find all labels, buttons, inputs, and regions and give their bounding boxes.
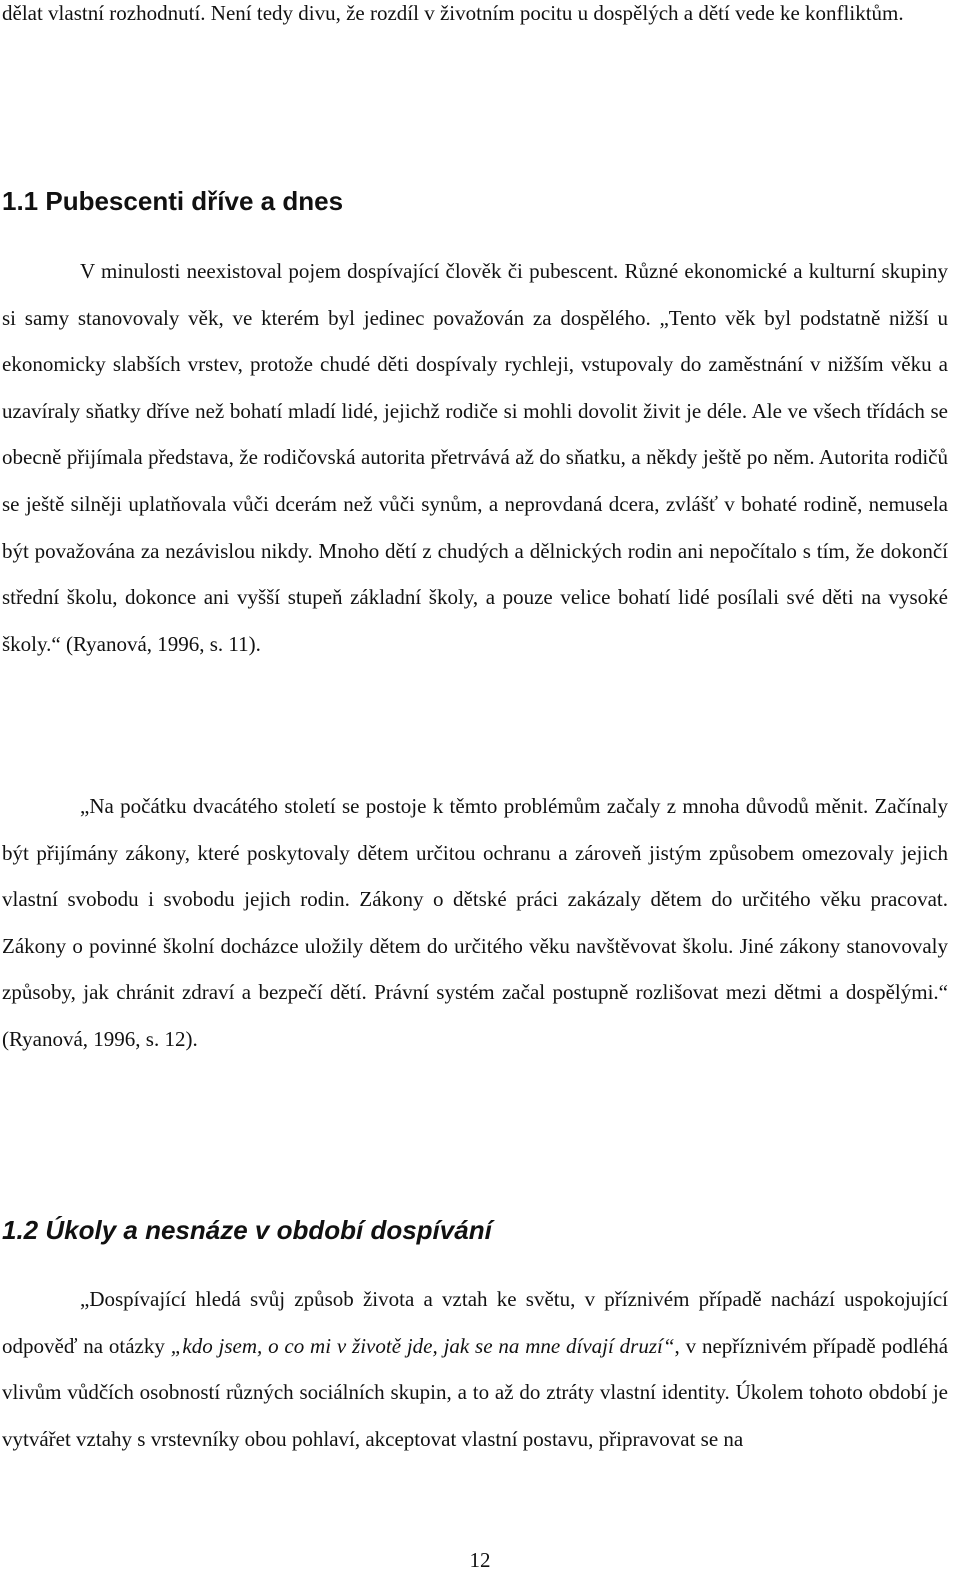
paragraph-text: V minulosti neexistoval pojem dospívající člověk či pubescent. Různé ekonomické a kulturní skupiny si samy stanovovaly věk, ve kterém byl jedinec považován za dospělého. „Tento věk byl podstatně nižší u ekonomicky slabších vrstev, protože chudé děti dospívaly rychleji, vstupovaly do zaměstnání v nižším věku a uzavíraly sňatky dříve než bohatí mladí lidé, jejichž rodiče si mohli dovolit živit je déle. Ale ve všech třídách se obecně přijímala představa, že rodičovská autorita přetrvává až do sňatku, a někdy ještě po něm. Autorita rodičů se ještě silněji uplatňovala vůči dcerám než vůči synům, a neprovdaná dcera, zvlášť v bohaté rodině, nemusela být považována za nezávislou nikdy. Mnoho dětí z chudých a dělnických rodin ani nepočítalo s tím, že dokončí střední školu, dokonce ani vyšší stupeň základní školy, a pouze velice bohatí lidé posílali své děti na vysoké školy.“ (Ryanová, 1996, s. 11). [2,259,948,656]
paragraph-text: „Dospívající hledá svůj způsob života a vztah ke světu, v příznivém případě nachází uspokojující odpověď na otázky [2,1287,948,1358]
paragraph-text: , v nepříznivém případě podléhá vlivům vůdčích osobností různých sociálních skupin, a to až do ztráty vlastní identity. Úkolem tohoto období je vytvářet vztahy s vrstevníky obou pohlaví, akceptovat vlastní postavu, připravovat se na [2,1333,949,1451]
paragraph-text: dělat vlastní rozhodnutí. Není tedy divu, že rozdíl v životním pocitu u dospělých a dětí vede ke konfliktům. [2,1,904,25]
section-heading-1-1: 1.1 Pubescenti dříve a dnes [2,186,344,216]
paragraph-section-1-1 [2,248,948,667]
section-heading-1-2: 1.2 Úkoly a nesnáze v období dospívání [2,1215,492,1245]
paragraph-quote-2 [2,783,948,1063]
page-number: 12 [469,1548,491,1572]
paragraph-intro-continuation [2,0,948,37]
italic-quote-text: „kdo jsem, o co mi v životě jde, jak se na mne dívají druzí“ [170,1333,675,1358]
paragraph-section-1-2 [2,1276,948,1462]
paragraph-text: „Na počátku dvacátého století se postoje k těmto problémům začaly z mnoha důvodů měnit. Začínaly být přijímány zákony, které poskytovaly dětem určitou ochranu a zároveň jistým způsobem omezovaly jejich vlastní svobodu i svobodu jejich rodin. Zákony o dětské práci zakázaly dětem do určitého věku pracovat. Zákony o povinné školní docházce uložily dětem do určitého věku navštěvovat školu. Jiné zákony stanovovaly způsoby, jak chránit zdraví a bezpečí dětí. Právní systém začal postupně rozlišovat mezi dětmi a dospělými.“ (Ryanová, 1996, s. 12). [2,794,948,1051]
